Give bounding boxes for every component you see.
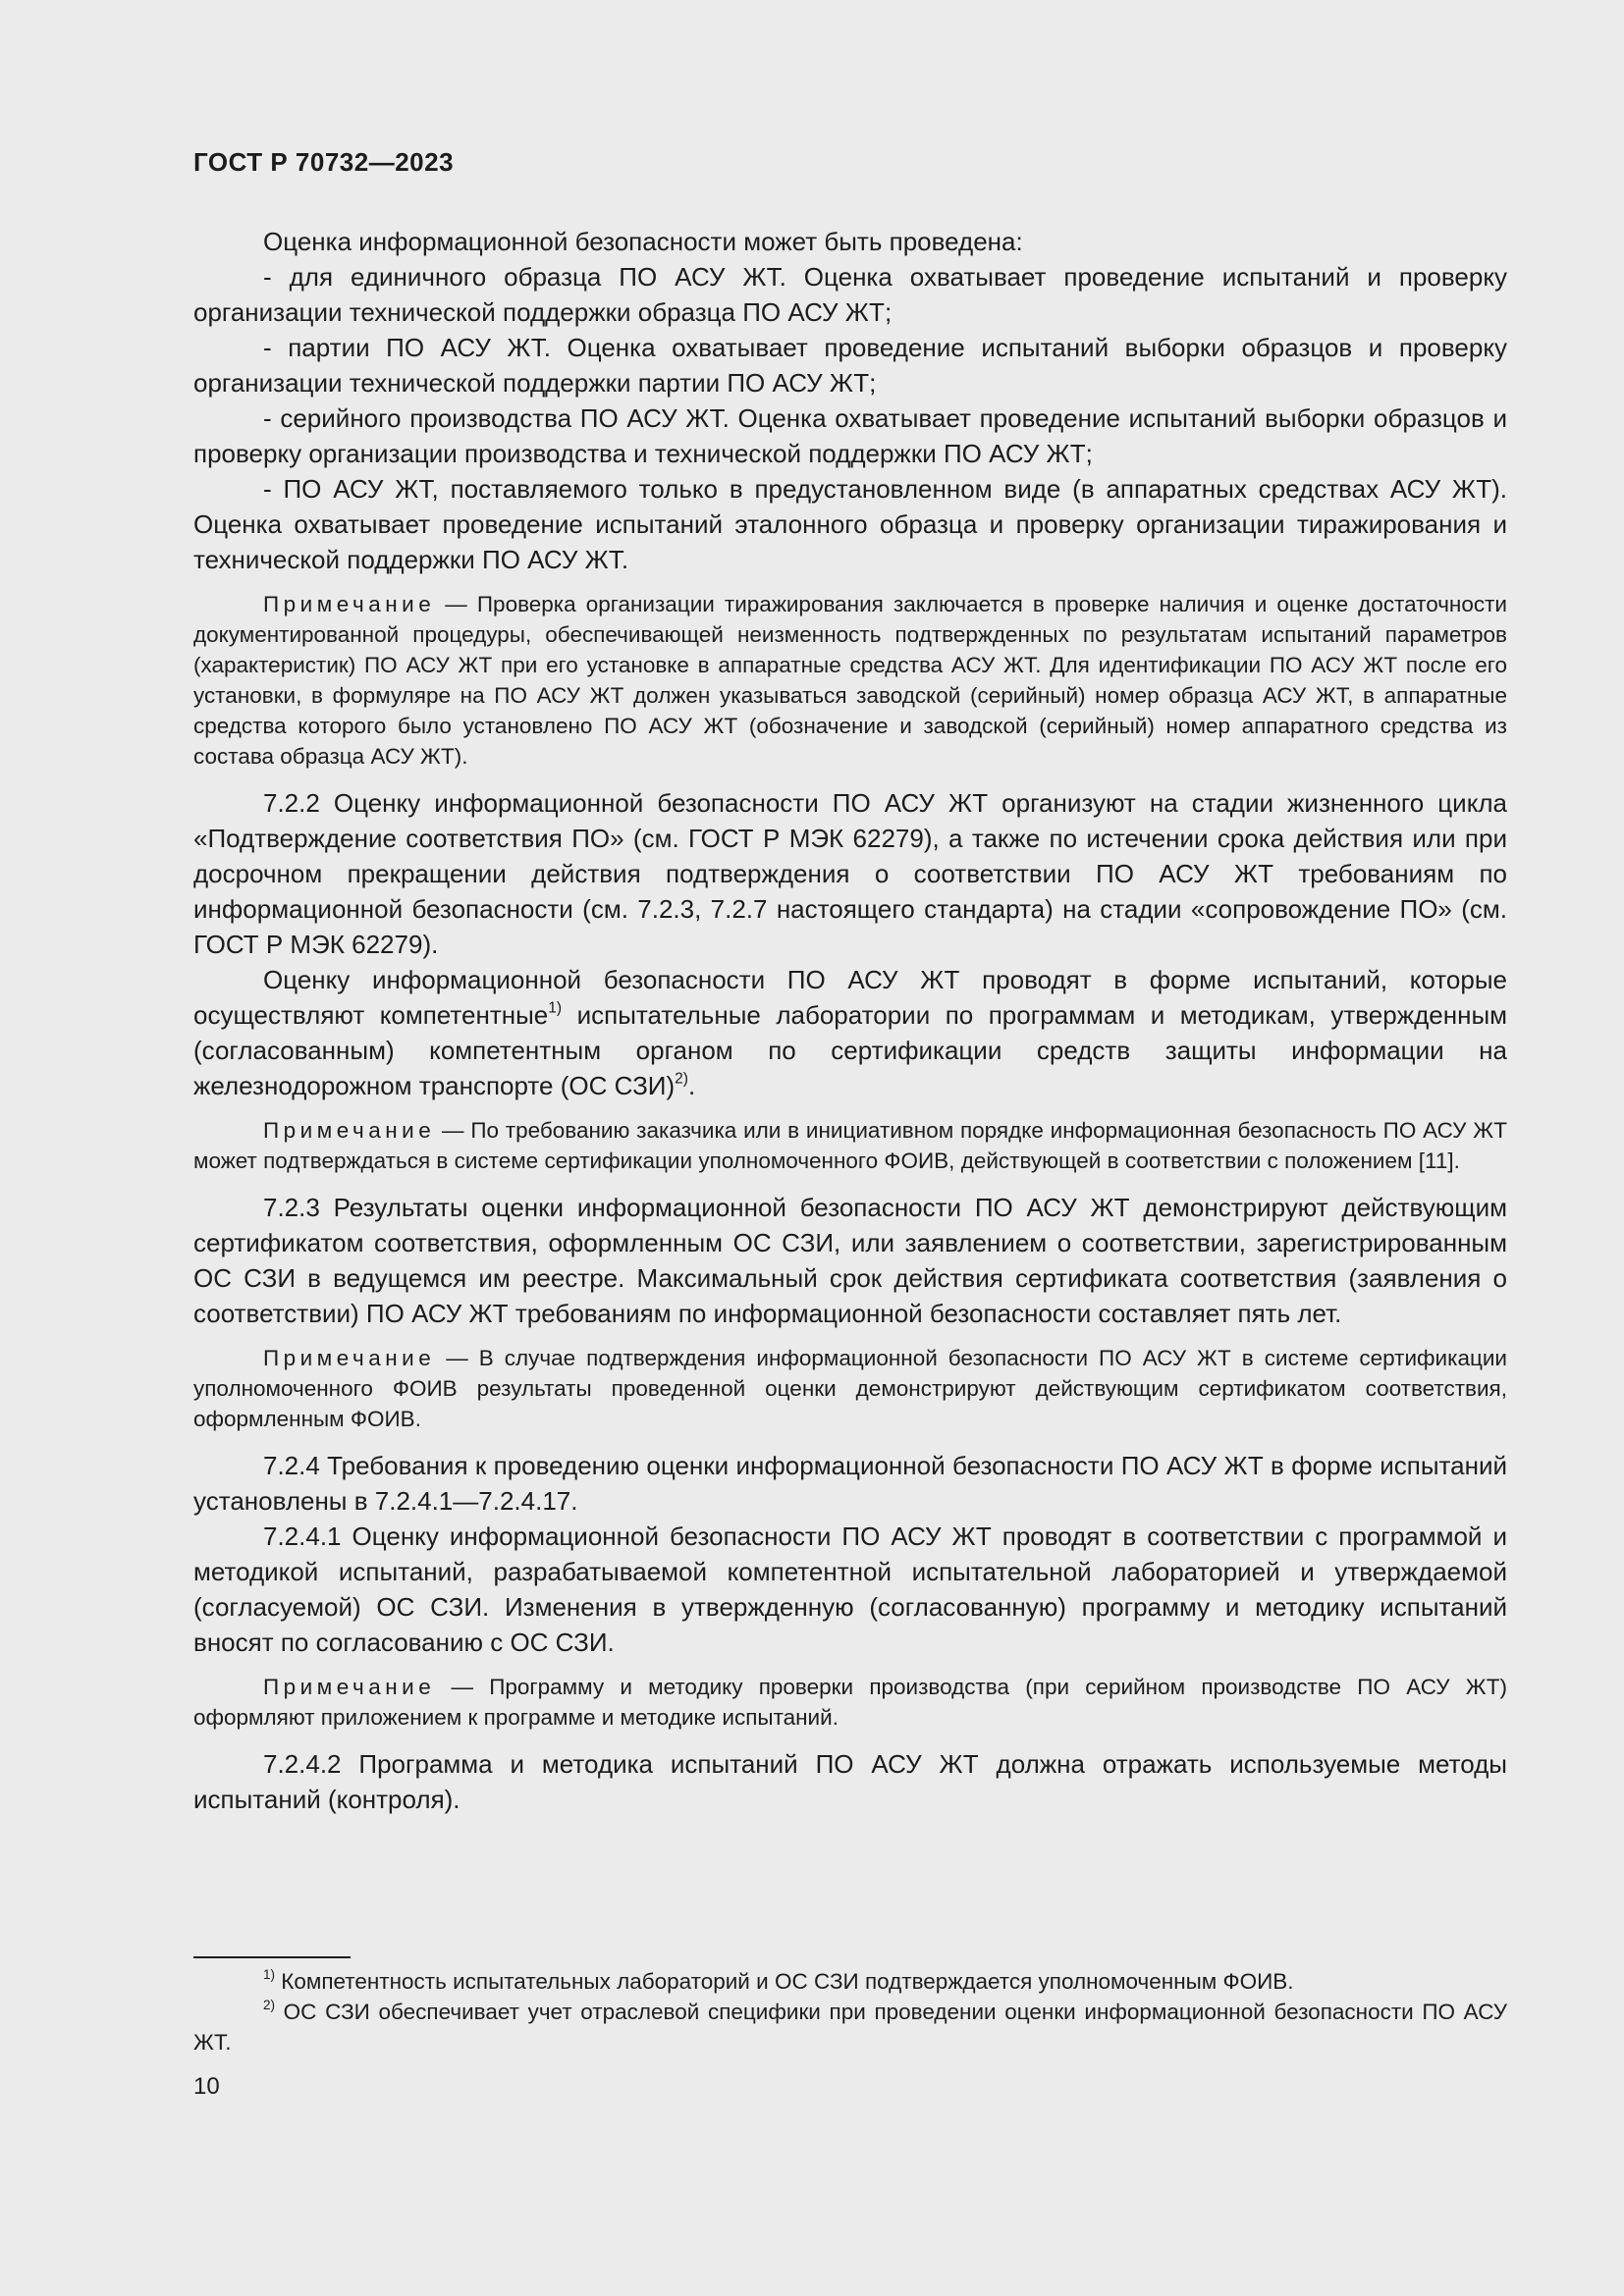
note-label: Примечание bbox=[263, 592, 436, 616]
note-text: — Проверка организации тиражирования заключается в проверке наличия и оценке достаточности документированной процедуры, обеспечивающей неизменность подтвержденных по результатам испытаний параметров (характеристик) ПО АСУ ЖТ при его установке в аппаратные средства АСУ ЖТ. Для идентификации ПО АСУ ЖТ после его установки, в формуляре на ПО АСУ ЖТ должен указываться заводской (серийный) номер образца АСУ ЖТ, в аппаратные средства которого было установлено ПО АСУ ЖТ (обозначение и заводской (серийный) номер аппаратного средства из состава образца АСУ ЖТ). bbox=[193, 592, 1507, 769]
note bbox=[193, 589, 1507, 772]
note-text: — В случае подтверждения информационной безопасности ПО АСУ ЖТ в системе сертификации уполномоченного ФОИВ результаты проведенной оценки демонстрируют действующим сертификатом соответствия, оформленным ФОИВ. bbox=[193, 1346, 1507, 1431]
paragraph-text: испытательные лаборатории по программам и методикам, утвержденным (согласованным) компетентным органом по сертификации средств защиты информации на железнодорожном транспорте (ОС СЗИ) bbox=[193, 1000, 1508, 1100]
footnote-separator bbox=[193, 1956, 351, 1958]
paragraph: 7.2.4 Требования к проведению оценки информационной безопасности ПО АСУ ЖТ в форме испытаний установлены в 7.2.4.1—7.2.4.17. bbox=[193, 1451, 1507, 1516]
page-number: 10 bbox=[193, 2073, 220, 2100]
note-label: Примечание bbox=[263, 1675, 436, 1699]
list-item: - серийного производства ПО АСУ ЖТ. Оценка охватывает проведение испытаний выборки образцов и проверку организации производства и технической поддержки ПО АСУ ЖТ; bbox=[193, 403, 1507, 468]
note-text: — Программу и методику проверки производства (при серийном производстве ПО АСУ ЖТ) оформляют приложением к программе и методике испытаний. bbox=[193, 1675, 1507, 1730]
document-body bbox=[193, 224, 1507, 1817]
paragraph: Оценка информационной безопасности может быть проведена: bbox=[263, 227, 1023, 256]
document-header: ГОСТ Р 70732—2023 bbox=[193, 147, 455, 177]
footnote-text: Компетентность испытательных лабораторий и ОС СЗИ подтверждается уполномоченным ФОИВ. bbox=[275, 1969, 1294, 1994]
note-label: Примечание bbox=[263, 1346, 436, 1370]
list-item: - ПО АСУ ЖТ, поставляемого только в предустановленном виде (в аппаратных средствах АСУ ЖТ). Оценка охватывает проведение испытаний эталонного образца и проверку организации тиражирования и технической поддержки ПО АСУ ЖТ. bbox=[193, 474, 1507, 574]
footnote-text: ОС СЗИ обеспечивает учет отраслевой специфики при проведении оценки информационной безопасности ПО АСУ ЖТ. bbox=[193, 2000, 1507, 2055]
paragraph: 7.2.4.1 Оценку информационной безопасности ПО АСУ ЖТ проводят в соответствии с программой и методикой испытаний, разрабатываемой компетентной испытательной лабораторией и утверждаемой (согласуемой) ОС СЗИ. Изменения в утвержденную (согласованную) программу и методику испытаний вносят по согласованию с ОС СЗИ. bbox=[193, 1522, 1507, 1657]
paragraph-text: . bbox=[688, 1071, 696, 1100]
note bbox=[193, 1115, 1507, 1176]
note bbox=[193, 1672, 1507, 1733]
paragraph: 7.2.3 Результаты оценки информационной безопасности ПО АСУ ЖТ демонстрируют действующим сертификатом соответствия, оформленным ОС СЗИ, или заявлением о соответствии, зарегистрированным ОС СЗИ в ведущемся им реестре. Максимальный срок действия сертификата соответствия (заявления о соответствии) ПО АСУ ЖТ требованиям по информационной безопасности составляет пять лет. bbox=[193, 1193, 1507, 1328]
note-label: Примечание bbox=[263, 1118, 436, 1143]
paragraph-text: Оценку информационной безопасности ПО АСУ ЖТ проводят в форме испытаний, которые осуществляют компетентные bbox=[193, 965, 1507, 1030]
footnote-ref: 1) bbox=[548, 999, 563, 1017]
footnote-mark: 2) bbox=[263, 1997, 276, 2012]
footnote bbox=[193, 1997, 1507, 2057]
footnote-ref: 2) bbox=[675, 1070, 688, 1088]
list-item: - партии ПО АСУ ЖТ. Оценка охватывает проведение испытаний выборки образцов и проверку организации технической поддержки партии ПО АСУ ЖТ; bbox=[193, 333, 1507, 398]
footnote-mark: 1) bbox=[263, 1966, 276, 1982]
footnotes bbox=[193, 1966, 1507, 2057]
note-text: — По требованию заказчика или в инициативном порядке информационная безопасность ПО АСУ ЖТ может подтверждаться в системе сертификации уполномоченного ФОИВ, действующей в соответствии с положением [11]. bbox=[193, 1118, 1507, 1173]
paragraph bbox=[193, 962, 1507, 1103]
note bbox=[193, 1343, 1507, 1434]
paragraph: 7.2.4.2 Программа и методика испытаний ПО АСУ ЖТ должна отражать используемые методы испытаний (контроля). bbox=[193, 1749, 1507, 1814]
footnote bbox=[193, 1966, 1507, 1997]
paragraph: 7.2.2 Оценку информационной безопасности ПО АСУ ЖТ организуют на стадии жизненного цикла «Подтверждение соответствия ПО» (см. ГОСТ Р МЭК 62279), а также по истечении срока действия или при досрочном прекращении действия подтверждения о соответствии ПО АСУ ЖТ требованиям по информационной безопасности (см. 7.2.3, 7.2.7 настоящего стандарта) на стадии «сопровождение ПО» (см. ГОСТ Р МЭК 62279). bbox=[193, 788, 1507, 959]
list-item: - для единичного образца ПО АСУ ЖТ. Оценка охватывает проведение испытаний и проверку организации технической поддержки образца ПО АСУ ЖТ; bbox=[193, 262, 1507, 327]
